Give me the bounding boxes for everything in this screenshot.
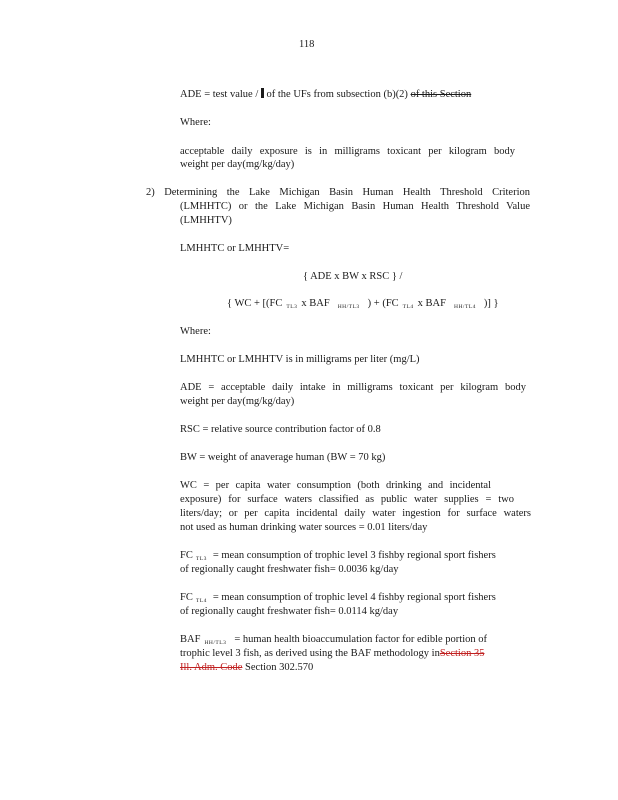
ade-test-value-text: ADE = test value / (180, 89, 259, 100)
step-2-heading: 2) Determining the Lake Michigan Basin Human Health Threshold Criterion (146, 187, 530, 198)
baf-text: = human health bioaccumulation factor for edible portion of (234, 634, 487, 645)
subscript-tl3: TL3 (195, 556, 207, 562)
step-2-heading-line-3: (LMHHTV) (180, 215, 232, 226)
baf-methodology-text: trophic level 3 fish, as derived using the BAF methodology in (180, 648, 440, 659)
subscript-hh-tl4: HH/TL4 (453, 304, 476, 310)
wc-definition-line-1: WC = per capita water consumption (both drinking and incidental (180, 480, 491, 491)
fc-label: FC (180, 592, 193, 603)
subscript-hh-tl3: HH/TL3 (337, 304, 360, 310)
denominator-part-3: ) + (FC (367, 298, 399, 309)
equation-numerator: { ADE x BW x RSC } / (303, 271, 403, 282)
baf-label: BAF (180, 634, 201, 645)
subscript-tl4: TL4 (402, 304, 414, 310)
where-label: Where: (180, 117, 211, 128)
fc-tl3-text: = mean consumption of trophic level 3 fishby regional sport fishers (212, 550, 496, 561)
ade-exposure-units: weight per day(mg/kg/day) (180, 159, 295, 170)
baf-definition-line-2 (180, 647, 484, 661)
lmhh-definition: LMHHTC or LMHHTV is in milligrams per liter (mg/L) (180, 354, 420, 365)
deleted-citation-2: Ill. Adm. Code (180, 662, 243, 673)
equation-denominator (227, 297, 499, 314)
subscript-hh-tl3: HH/TL3 (204, 640, 227, 646)
wc-definition-line-4: not used as human drinking water sources = 0.01 liters/day (180, 522, 428, 533)
deleted-text: of this Section (410, 89, 472, 100)
fc-tl3-definition-line-2: of regionally caught freshwater fish= 0.0036 kg/day (180, 564, 399, 575)
ade-intake-definition: ADE = acceptable daily intake in milligrams toxicant per kilogram body (180, 382, 526, 393)
denominator-part-4: x BAF (417, 298, 446, 309)
rsc-definition: RSC = relative source contribution factor of 0.8 (180, 424, 381, 435)
bw-definition: BW = weight of anaverage human (BW = 70 kg) (180, 452, 386, 463)
fc-label: FC (180, 550, 193, 561)
where-label-2: Where: (180, 326, 211, 337)
baf-definition-line-3 (180, 661, 313, 675)
step-2-heading-line-2: (LMHHTC) or the Lake Michigan Basin Human Health Threshold Value (180, 201, 530, 212)
deleted-citation: Section 35 (439, 648, 485, 659)
missing-character-mark (261, 88, 264, 98)
ade-intake-units: weight per day(mg/kg/day) (180, 396, 295, 407)
denominator-part-5: )] } (483, 298, 499, 309)
subscript-tl3: TL3 (286, 304, 298, 310)
denominator-part-2: x BAF (301, 298, 330, 309)
ade-exposure-line: acceptable daily exposure is in milligrams toxicant per kilogram body (180, 146, 515, 157)
ade-definition-line-1 (180, 88, 471, 102)
equation-lhs: LMHHTC or LMHHTV= (180, 243, 290, 254)
section-reference: Section 302.570 (245, 662, 314, 673)
fc-tl4-text: = mean consumption of trophic level 4 fishby regional sport fishers (212, 592, 496, 603)
wc-definition-line-2: exposure) for surface waters classified as public water supplies = two (180, 494, 514, 505)
denominator-part-1: { WC + [(FC (227, 298, 283, 309)
ade-ufs-text: of the UFs from subsection (b)(2) (266, 89, 408, 100)
wc-definition-line-3: liters/day; or per capita incidental daily water ingestion for surface waters (180, 508, 531, 519)
page-number: 118 (299, 39, 315, 50)
subscript-tl4: TL4 (195, 598, 207, 604)
fc-tl4-definition-line-2: of regionally caught freshwater fish= 0.0114 kg/day (180, 606, 399, 617)
